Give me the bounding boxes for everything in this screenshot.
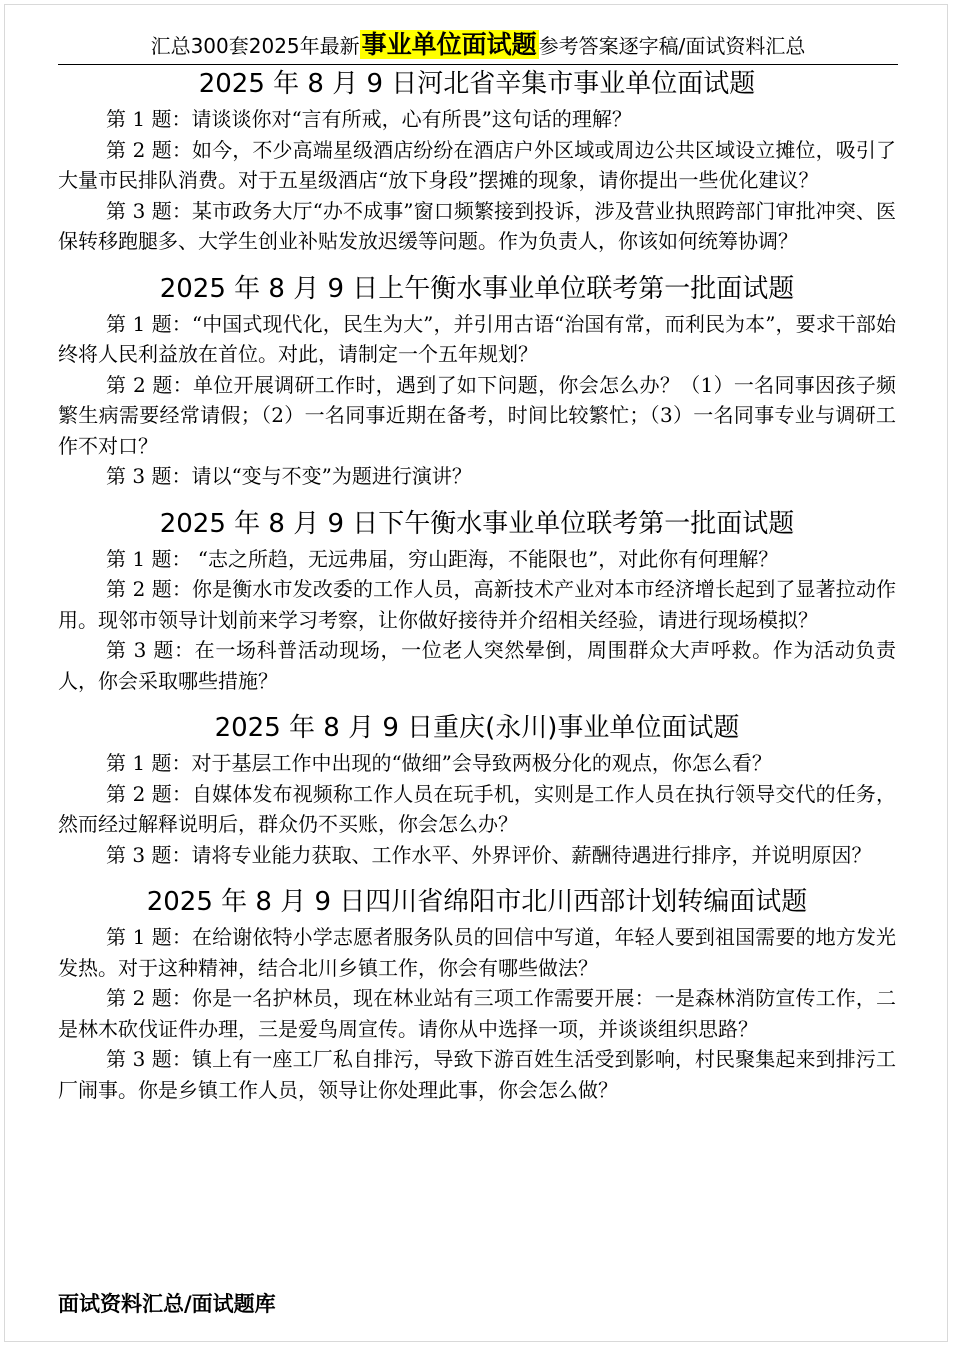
header-prefix: 汇总300套2025年最新 xyxy=(150,34,360,58)
question-item: 第 2 题：你是一名护林员，现在林业站有三项工作需要开展：一是森林消防宣传工作，二是林木砍伐证件办理，三是爱鸟周宣传。请你从中选择一项，并谈谈组织思路？ xyxy=(58,986,896,1041)
document-body xyxy=(58,64,896,1105)
question-item: 第 3 题：请以“变与不变”为题进行演讲？ xyxy=(106,464,472,488)
question-item: 第 3 题：镇上有一座工厂私自排污，导致下游百姓生活受到影响，村民聚集起来到排污工厂闹事。你是乡镇工作人员，领导让你处理此事，你会怎么做？ xyxy=(58,1047,896,1102)
section-title: 2025 年 8 月 9 日下午衡水事业单位联考第一批面试题 xyxy=(159,508,795,539)
section-hengshui-afternoon xyxy=(58,504,896,697)
question-item: 第 3 题：请将专业能力获取、工作水平、外界评价、薪酬待遇进行排序，并说明原因？ xyxy=(106,842,872,867)
section-hengshui-morning xyxy=(58,269,896,492)
question-item: 第 2 题：单位开展调研工作时，遇到了如下问题，你会怎么办？（1）一名同事因孩子频繁生病需要经常请假；（2）一名同事近期在备考，时间比较繁忙；（3）一名同事专业与调研工作不对口？ xyxy=(58,372,896,458)
header-suffix: 参考答案逐字稿/面试资料汇总 xyxy=(538,34,806,58)
section-xinji xyxy=(58,64,896,257)
question-item: 第 3 题：某市政务大厅“办不成事”窗口频繁接到投诉，涉及营业执照跨部门审批冲突、医保转移跑腿多、大学生创业补贴发放迟缓等问题。作为负责人，你该如何统筹协调？ xyxy=(58,198,896,253)
question-item: 第 1 题：对于基层工作中出现的“做细”会导致两极分化的观点，你怎么看？ xyxy=(106,751,772,775)
question-item: 第 3 题：在一场科普活动现场，一位老人突然晕倒，周围群众大声呼救。作为活动负责人，你会采取哪些措施？ xyxy=(58,638,896,693)
question-item: 第 2 题：你是衡水市发改委的工作人员，高新技术产业对本市经济增长起到了显著拉动作用。现邻市领导计划前来学习考察，让你做好接待并介绍相关经验，请进行现场模拟？ xyxy=(58,577,896,632)
section-title: 2025 年 8 月 9 日河北省辛集市事业单位面试题 xyxy=(198,69,756,99)
section-title: 2025 年 8 月 9 日重庆(永川)事业单位面试题 xyxy=(214,713,740,743)
question-item: 第 1 题：请谈谈你对“言有所戒，心有所畏”这句话的理解？ xyxy=(106,107,632,131)
question-item: 第 2 题：如今，不少高端星级酒店纷纷在酒店户外区域或周边公共区域设立摊位，吸引了大量市民排队消费。对于五星级酒店“放下身段”摆摊的现象，请你提出一些优化建议？ xyxy=(58,137,896,192)
question-item: 第 1 题：在给谢依特小学志愿者服务队员的回信中写道，年轻人要到祖国需要的地方发光发热。对于这种精神，结合北川乡镇工作，你会有哪些做法？ xyxy=(58,925,896,980)
section-chongqing-yongchuan xyxy=(58,708,896,870)
section-mianyang-beichuan xyxy=(58,882,896,1105)
section-title: 2025 年 8 月 9 日四川省绵阳市北川西部计划转编面试题 xyxy=(146,887,808,917)
page-footer: 面试资料汇总/面试题库 xyxy=(58,1292,276,1316)
question-item: 第 2 题：自媒体发布视频称工作人员在玩手机，实则是工作人员在执行领导交代的任务，然而经过解释说明后，群众仍不买账，你会怎么办？ xyxy=(58,781,896,836)
page-header xyxy=(58,26,898,65)
section-title: 2025 年 8 月 9 日上午衡水事业单位联考第一批面试题 xyxy=(159,273,795,304)
question-item: 第 1 题：“中国式现代化，民生为大”，并引用古语“治国有常，而利民为本”，要求干部始终将人民利益放在首位。对此，请制定一个五年规划？ xyxy=(58,311,896,366)
header-highlight: 事业单位面试题 xyxy=(361,30,537,59)
question-item: 第 1 题： “志之所趋，无远弗届，穷山距海，不能限也”，对此你有何理解？ xyxy=(106,546,779,571)
